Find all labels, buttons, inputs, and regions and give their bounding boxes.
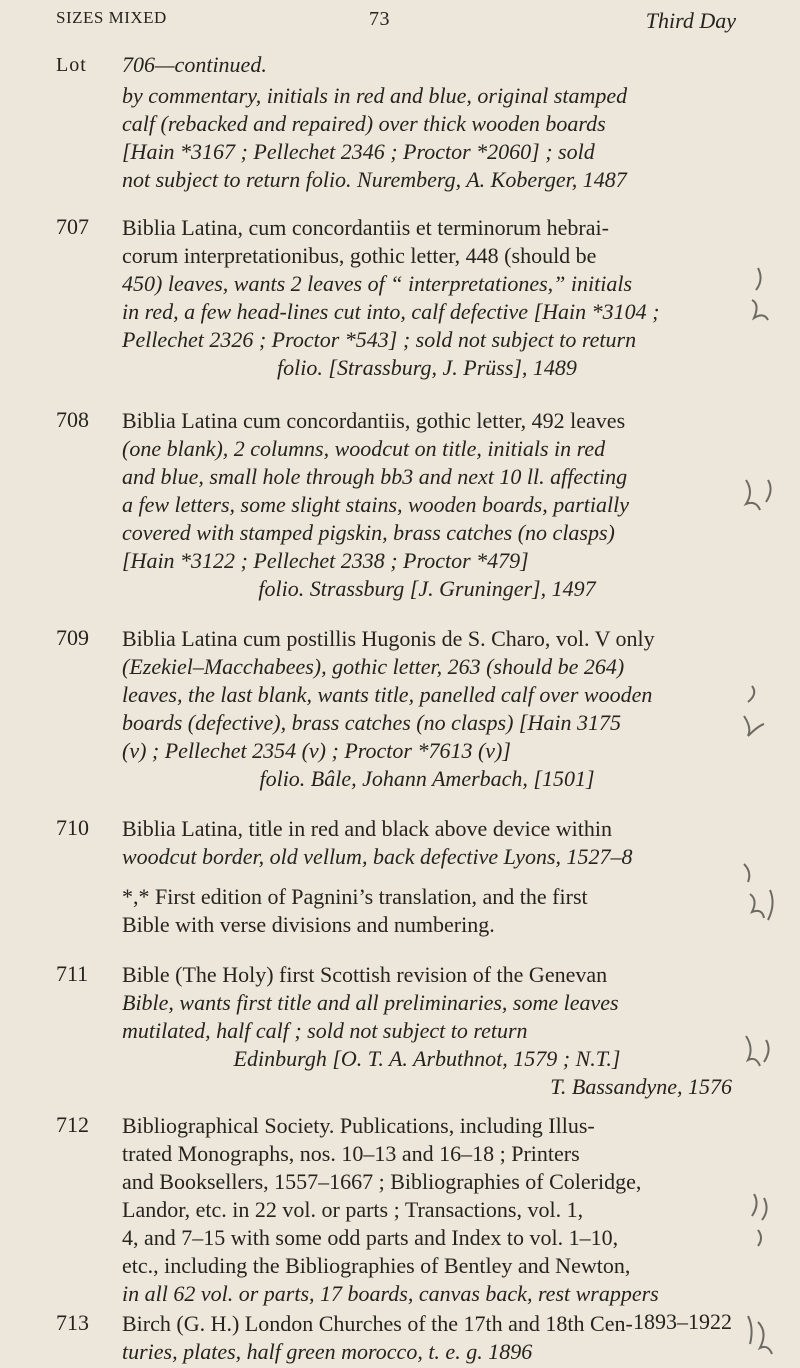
lot-description [122,1310,732,1366]
lot-line: Bible, wants first title and all preliminaries, some leaves [122,990,619,1015]
lot-description [122,815,732,939]
lot-line: Birch (G. H.) London Churches of the 17th and 18th Cen- [122,1311,633,1336]
lot-line: not subject to return folio. Nuremberg, A. Koberger, 1487 [122,167,627,192]
lot-imprint: folio. [Strassburg, J. Prüss], 1489 [277,355,577,380]
lot-line: covered with stamped pigskin, brass catches (no clasps) [122,520,615,545]
margin-pencil-marks [740,860,790,940]
lot-description [122,407,732,603]
margin-pencil-marks [744,1314,794,1364]
lot-line: Pellechet 2326 ; Proctor *543] ; sold not subject to return [122,327,637,352]
lot-line: in all 62 vol. or parts, 17 boards, canvas back, rest wrappers [122,1281,659,1306]
lot-line: Biblia Latina cum concordantiis, gothic letter, 492 leaves [122,408,626,433]
margin-pencil-marks [744,1190,794,1250]
lot-note: Bible with verse divisions and numbering. [122,912,495,937]
lot-imprint: Edinburgh [O. T. A. Arbuthnot, 1579 ; N.T.] [233,1046,621,1071]
lot-description [122,625,732,793]
lot-line: 450) leaves, wants 2 leaves of “ interpretationes,” initials [122,271,633,296]
lot-line: and Booksellers, 1557–1667 ; Bibliographies of Coleridge, [122,1169,642,1194]
lot-line: Landor, etc. in 22 vol. or parts ; Transactions, vol. 1, [122,1197,584,1222]
margin-pencil-marks [744,260,794,340]
lot-heading: 706—continued. [122,52,267,77]
lot-line: in red, a few head-lines cut into, calf defective [Hain *3104 ; [122,299,660,324]
lot-line: leaves, the last blank, wants title, panelled calf over wooden [122,682,653,707]
lot-line: [Hain *3122 ; Pellechet 2338 ; Proctor *479] [122,548,529,573]
lot-description [122,214,732,382]
lot-description [122,1112,732,1336]
lot-number: 707 [56,214,89,239]
margin-pencil-marks [738,680,788,740]
pencil-tick-icon [744,1190,794,1250]
lot-number: 708 [56,407,89,432]
lot-imprint: folio. Strassburg [J. Gruninger], 1497 [258,576,596,601]
lot-line: turies, plates, half green morocco, t. e. g. 1896 [122,1339,533,1364]
lot-line: corum interpretationibus, gothic letter, 448 (should be [122,243,597,268]
pencil-tick-icon [744,1314,794,1364]
pencil-tick-icon [740,470,790,530]
lot-line: and blue, small hole through bb3 and next 10 ll. affecting [122,464,628,489]
margin-pencil-marks [740,470,790,530]
lot-date: 1893–1922 [633,1309,732,1334]
pencil-tick-icon [744,260,794,340]
lot-imprint: folio. Bâle, Johann Amerbach, [1501] [259,766,595,791]
running-header [56,8,736,38]
lot-line: Biblia Latina cum postillis Hugonis de S. Charo, vol. V only [122,626,655,651]
lot-label: Lot [56,54,87,76]
lot-line: (v) ; Pellechet 2354 (v) ; Proctor *7613 (v)] [122,738,511,763]
lot-number: 712 [56,1112,89,1137]
lot-imprint: T. Bassandyne, 1576 [550,1074,732,1099]
lot-description [122,82,732,194]
lot-note: *,* First edition of Pagnini’s translation, and the first [122,884,588,909]
lot-line: (Ezekiel–Macchabees), gothic letter, 263 (should be 264) [122,654,625,679]
lot-line: Bibliographical Society. Publications, including Illus- [122,1113,595,1138]
pencil-tick-icon [740,860,790,940]
margin-pencil-marks [740,1030,790,1090]
lot-number: 709 [56,625,89,650]
lot-description [122,961,732,1101]
lot-line: trated Monographs, nos. 10–13 and 16–18 ; Printers [122,1141,580,1166]
lot-line: boards (defective), brass catches (no clasps) [Hain 3175 [122,710,621,735]
lot-line: 4, and 7–15 with some odd parts and Index to vol. 1–10, [122,1225,619,1250]
lot-number: 711 [56,961,89,986]
lot-line: woodcut border, old vellum, back defective Lyons, 1527–8 [122,844,633,869]
pencil-tick-icon [740,1030,790,1090]
lot-line: Biblia Latina, cum concordantiis et terminorum hebrai- [122,215,609,240]
pencil-tick-icon [738,680,788,740]
lot-line: etc., including the Bibliographies of Bentley and Newton, [122,1253,631,1278]
section-title: SIZES MIXED [56,8,167,27]
lot-line: calf (rebacked and repaired) over thick wooden boards [122,111,606,136]
lot-line: Biblia Latina, title in red and black above device within [122,816,612,841]
lot-line: mutilated, half calf ; sold not subject to return [122,1018,528,1043]
lot-line: Bible (The Holy) first Scottish revision of the Genevan [122,962,608,987]
page-number: 73 [369,8,390,30]
lot-number: 710 [56,815,89,840]
lot-line: a few letters, some slight stains, wooden boards, partially [122,492,630,517]
lot-number: 713 [56,1310,89,1335]
lot-line: by commentary, initials in red and blue, original stamped [122,83,628,108]
lot-line: (one blank), 2 columns, woodcut on title, initials in red [122,436,606,461]
day-title: Third Day [645,8,736,33]
lot-line: [Hain *3167 ; Pellechet 2346 ; Proctor *2060] ; sold [122,139,595,164]
